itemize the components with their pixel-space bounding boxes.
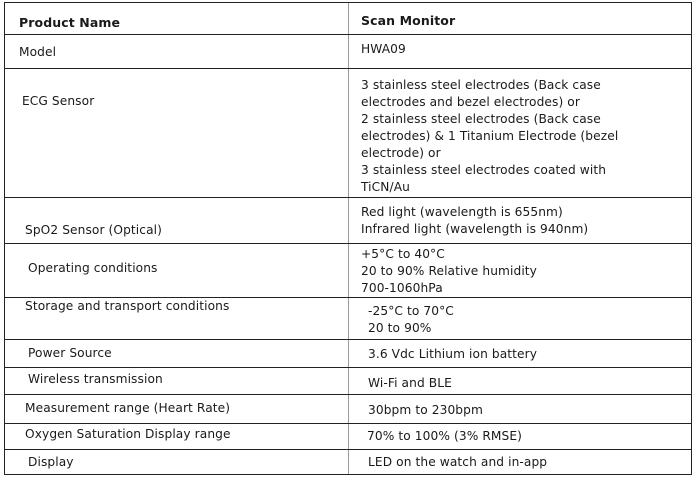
row-label: Wireless transmission [28, 372, 163, 386]
row-label: SpO2 Sensor (Optical) [25, 223, 163, 237]
row-value: 30bpm to 230bpm [368, 403, 483, 417]
header-scan-monitor: Scan Monitor [361, 13, 456, 28]
row-label: Storage and transport conditions [25, 299, 230, 313]
row-value: HWA09 [361, 42, 406, 56]
spec-table [4, 2, 692, 475]
header-product-name: Product Name [19, 15, 121, 30]
table-row-display [5, 450, 691, 476]
table-row-operating-conditions [5, 244, 691, 298]
table-row-power-source [5, 340, 691, 368]
row-value: 3.6 Vdc Lithium ion battery [368, 347, 538, 361]
row-label: Oxygen Saturation Display range [25, 427, 231, 441]
table-row-spo2-sensor [5, 198, 691, 244]
table-row-storage-conditions [5, 298, 691, 340]
table-row-ecg-sensor [5, 69, 691, 198]
row-label: Operating conditions [28, 261, 158, 275]
row-value: Red light (wavelength is 655nm) Infrared light (wavelength is 940nm) [361, 205, 589, 236]
row-value: 3 stainless steel electrodes (Back case electrodes and bezel electrodes) or 2 stainless steel electrodes (Back case electrodes) & 1 Titanium Electrode (bezel electrode) or 3 stainless steel electrodes coated with TiCN/Au [361, 78, 619, 194]
row-label: Measurement range (Heart Rate) [25, 401, 231, 415]
row-value: LED on the watch and in-app [368, 455, 548, 469]
row-label: Power Source [28, 346, 112, 360]
row-label: Model [19, 45, 57, 59]
table-header-row [5, 3, 691, 35]
row-value: Wi-Fi and BLE [368, 376, 452, 390]
table-row-oxygen-saturation-range [5, 424, 691, 450]
table-row-wireless-transmission [5, 368, 691, 395]
row-value: 70% to 100% (3% RMSE) [367, 429, 523, 443]
row-value: -25°C to 70°C 20 to 90% [368, 304, 454, 335]
table-row-heart-rate-range [5, 395, 691, 424]
table-row-model [5, 35, 691, 69]
row-label: ECG Sensor [22, 94, 95, 108]
row-value: +5°C to 40°C 20 to 90% Relative humidity 700-1060hPa [361, 247, 537, 295]
row-label: Display [28, 455, 74, 469]
